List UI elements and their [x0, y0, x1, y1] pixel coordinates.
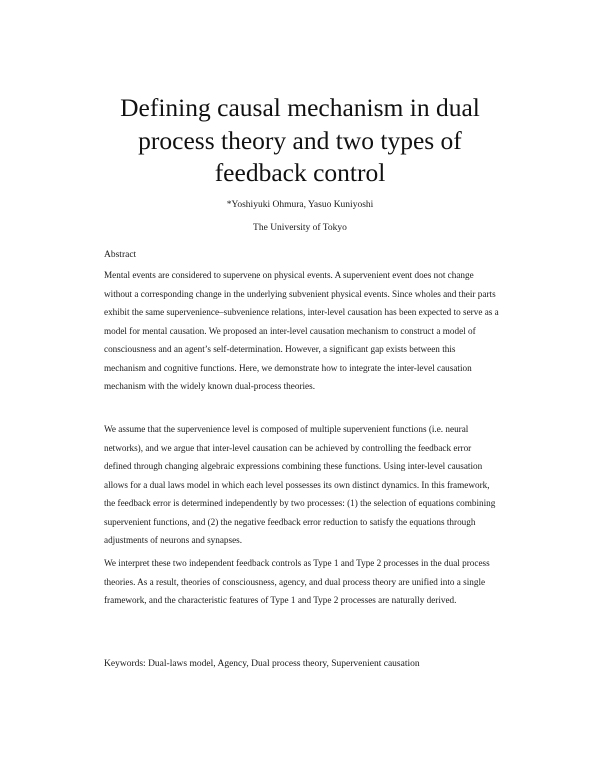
abstract-heading: Abstract — [104, 250, 137, 260]
author-list: *Yoshiyuki Ohmura, Yasuo Kuniyoshi — [226, 200, 374, 210]
abstract-paragraph-3: We interpret these two independent feedback controls as Type 1 and Type 2 processes in the dual process theories. As a result, theories of consciousness, agency, and dual process theory are unified into a single framework, and the characteristic features of Type 1 and Type 2 processes are naturally derived. — [104, 558, 490, 605]
abstract-paragraph-1: Mental events are considered to supervene on physical events. A supervenient event does not change without a corresponding change in the underlying subvenient physical events. Since wholes and their parts exhibit the same supervenience–subvenience relations, inter-level causation has been expected to serve as a model for mental causation. We proposed an inter-level causation mechanism to construct a model of consciousness and an agent’s self-determination. However, a significant gap exists between this mechanism and cognitive functions. Here, we demonstrate how to integrate the inter-level causation mechanism with the widely known dual-process theories. — [104, 270, 499, 391]
abstract-paragraph-2: We assume that the supervenience level is composed of multiple supervenient functions (i.e. neural networks), and we argue that inter-level causation can be achieved by controlling the feedback error defined through changing algebraic expressions combining these functions. Using inter-level causation allows for a dual laws model in which each level possesses its own distinct dynamics. In this framework, the feedback error is determined independently by two processes: (1) the selection of equations combining supervenient functions, and (2) the negative feedback error reduction to satisfy the equations through adjustments of neurons and synapses. — [104, 424, 496, 545]
keywords-line: Keywords: Dual-laws model, Agency, Dual process theory, Supervenient causation — [104, 659, 420, 669]
affiliation: The University of Tokyo — [253, 223, 347, 233]
paper-title: Defining causal mechanism in dual process theory and two types of feedback control — [120, 93, 480, 187]
